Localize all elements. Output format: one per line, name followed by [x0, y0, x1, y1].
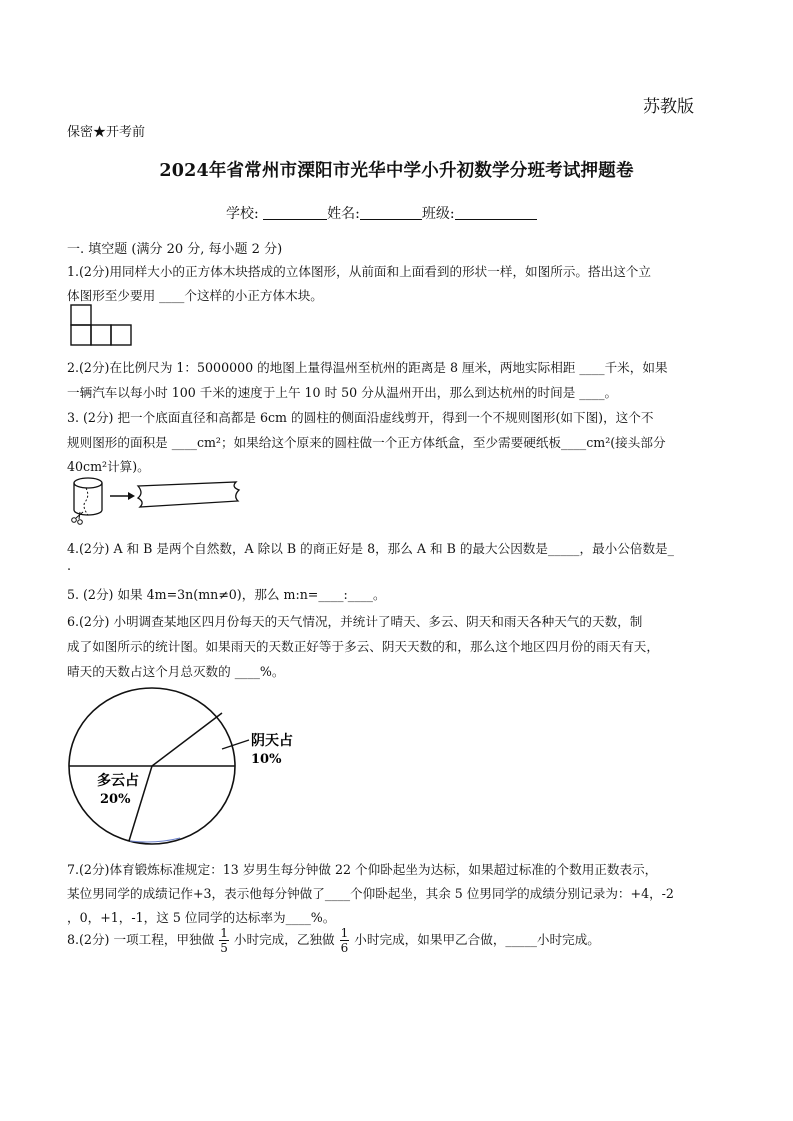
school-label: 学校: [226, 206, 259, 222]
name-blank [360, 205, 422, 220]
question-6-line-3: 晴天的天数占这个月总灭数的 ____%。 [67, 664, 285, 679]
question-2-line-2: 一辆汽车以每小时 100 千米的速度于上午 10 时 50 分从温州开出，那么到达杭州的时间是 ____。 [67, 385, 618, 400]
fraction-2-numerator: 1 [340, 926, 349, 940]
question-3-line-1: 3. (2分) 把一个底面直径和高都是 6cm 的圆柱的侧面沿虚线剪开，得到一个不规则图形(如下图)，这个不 [67, 410, 654, 425]
question-4-line-1: 4.(2分) A 和 B 是两个自然数，A 除以 B 的商正好是 8，那么 A 和 B 的最大公因数是_____，最小公倍数是_ [67, 541, 674, 556]
question-2-line-1: 2.(2分)在比例尺为 1：5000000 的地图上量得温州至杭州的距离是 8 厘米，两地实际相距 ____千米，如果 [67, 360, 668, 375]
question-6-line-2: 成了如图所示的统计图。如果雨天的天数正好等于多云、阴天天数的和，那么这个地区四月份的雨天有天， [67, 639, 659, 654]
question-6-line-1: 6.(2分) 小明调查某地区四月份每天的天气情况，并统计了晴天、多云、阴天和雨天各种天气的天数，制 [67, 614, 643, 629]
fraction-2-denominator: 6 [340, 941, 349, 955]
question-5-line-1: 5. (2分) 如果 4m=3n(mn≠0)，那么 m:n=____:____。 [67, 587, 386, 602]
question-1-line-2: 体图形至少要用 ____个这样的小正方体木块。 [67, 288, 323, 303]
question-8-part-2: 小时完成，乙独做 [233, 932, 335, 947]
weather-pie-chart [64, 684, 294, 848]
page-title: 2024年省常州市溧阳市光华中学小升初数学分班考试押题卷 [159, 161, 634, 181]
question-8-part-1: 8.(2分) 一项工程，甲独做 [67, 932, 215, 947]
overcast-label-leader [222, 740, 249, 749]
section-heading: 一. 填空题 (满分 20 分, 每小题 2 分) [67, 242, 283, 257]
cloudy-label: 多云占 [97, 773, 139, 789]
fraction-one-sixth [340, 926, 350, 955]
question-8-part-3: 小时完成，如果甲乙合做，_____小时完成。 [354, 932, 600, 947]
question-1-line-1: 1.(2分)用同样大小的正方体木块搭成的立体图形，从前面和上面看到的形状一样，如图所示。搭出这个立 [67, 264, 651, 279]
cloudy-percent: 20% [100, 792, 131, 807]
edition-label: 苏教版 [643, 97, 694, 117]
school-blank [263, 205, 327, 220]
cylinder-cut-figure [68, 474, 246, 528]
class-blank [455, 205, 537, 220]
overcast-percent: 10% [251, 752, 282, 767]
pie-slice-boundary-1 [152, 713, 222, 766]
overcast-label: 阴天占 [251, 733, 293, 749]
question-7-line-2: 某位男同学的成绩记作+3，表示他每分钟做了____个仰卧起坐，其余 5 位男同学的成绩分别记录为：+4，-2 [67, 886, 674, 901]
question-4-line-2: . [67, 558, 72, 573]
secret-label: 保密★开考前 [67, 125, 146, 140]
question-8-line-1 [67, 926, 600, 955]
question-3-line-2: 规则图形的面积是 ____cm²；如果给这个原来的圆柱做一个正方体纸盒，至少需要硬纸板____cm²(接头部分 [67, 435, 666, 450]
name-label: 姓名: [327, 206, 360, 222]
question-3-line-3: 40cm²计算)。 [67, 459, 150, 474]
fraction-one-fifth [219, 926, 229, 955]
cube-view-figure [70, 304, 134, 346]
question-7-line-1: 7.(2分)体育锻炼标准规定：13 岁男生每分钟做 22 个仰卧起坐为达标，如果超过标准的个数用正数表示， [67, 862, 658, 877]
fraction-1-numerator: 1 [220, 926, 228, 940]
fraction-1-denominator: 5 [220, 941, 228, 955]
question-7-line-3: ，0，+1，-1，这 5 位同学的达标率为____%。 [67, 910, 336, 925]
class-label: 班级: [421, 206, 455, 222]
student-info-row [226, 203, 537, 223]
